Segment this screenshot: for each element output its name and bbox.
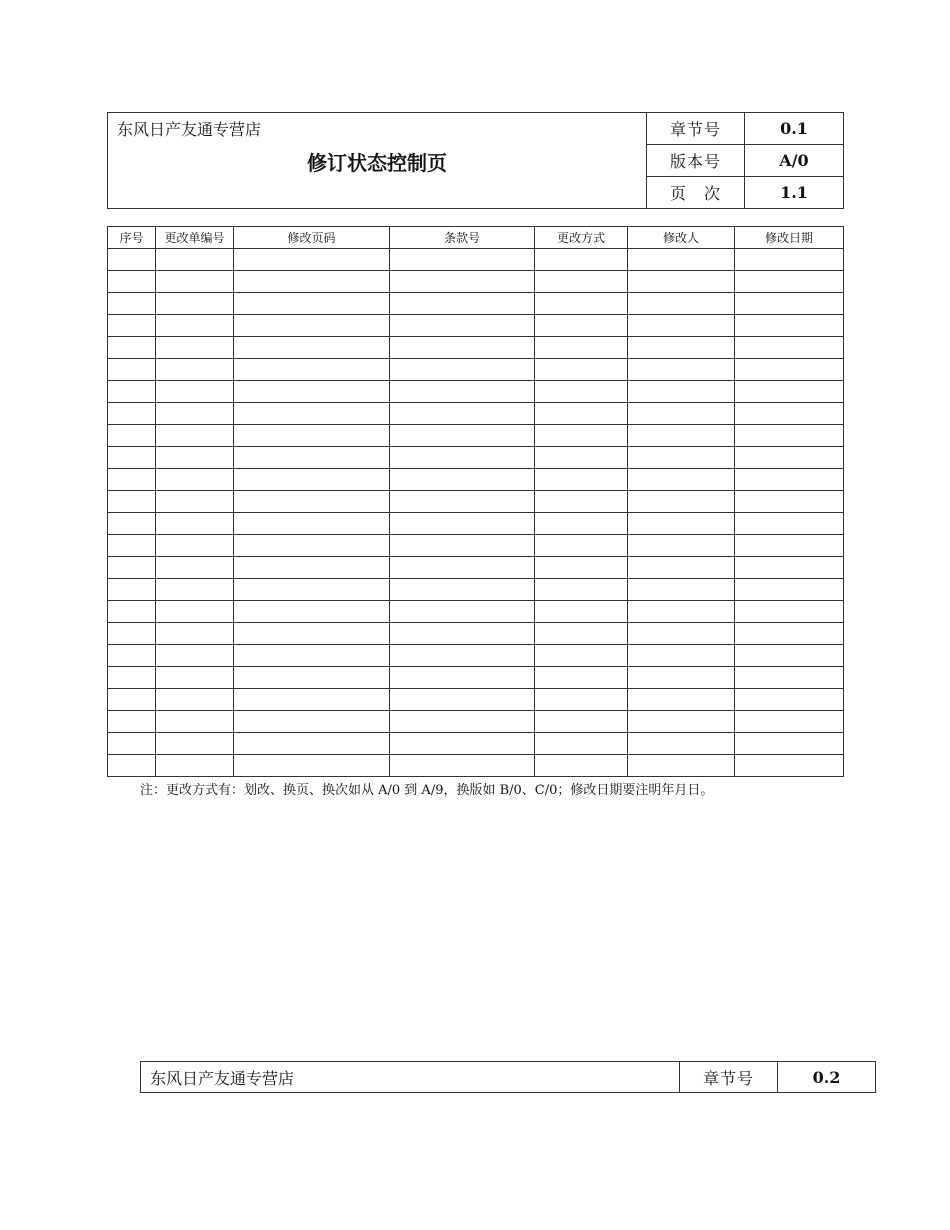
table-cell <box>156 403 234 425</box>
table-cell <box>535 359 628 381</box>
table-cell <box>390 667 535 689</box>
table-cell <box>156 667 234 689</box>
table-cell <box>156 733 234 755</box>
table-cell <box>156 689 234 711</box>
table-cell <box>234 667 390 689</box>
company-title-cell <box>108 113 647 209</box>
revision-table-body <box>108 249 844 777</box>
table-cell <box>234 293 390 315</box>
table-row <box>108 755 844 777</box>
table-cell <box>156 601 234 623</box>
table-cell <box>108 271 156 293</box>
table-cell <box>234 755 390 777</box>
table-cell <box>735 337 844 359</box>
table-cell <box>735 359 844 381</box>
company-name: 东风日产友通专营店 <box>117 120 262 139</box>
table-cell <box>234 381 390 403</box>
table-row <box>108 623 844 645</box>
table-cell <box>156 491 234 513</box>
column-header-change-method: 更改方式 <box>535 227 628 249</box>
table-cell <box>234 425 390 447</box>
table-cell <box>108 623 156 645</box>
table-cell <box>390 623 535 645</box>
version-label: 版本号 <box>647 145 745 177</box>
table-cell <box>234 469 390 491</box>
column-header-revised-page: 修改页码 <box>234 227 390 249</box>
table-cell <box>234 315 390 337</box>
table-cell <box>156 557 234 579</box>
table-cell <box>234 733 390 755</box>
chapter-label-2: 章节号 <box>680 1062 778 1093</box>
table-cell <box>108 689 156 711</box>
table-header-row <box>108 227 844 249</box>
table-cell <box>108 601 156 623</box>
column-header-serial: 序号 <box>108 227 156 249</box>
table-cell <box>108 249 156 271</box>
table-row <box>108 601 844 623</box>
page-title: 修订状态控制页 <box>307 151 447 175</box>
next-page-header <box>140 1061 876 1093</box>
table-row <box>108 425 844 447</box>
table-cell <box>108 381 156 403</box>
table-cell <box>735 447 844 469</box>
table-cell <box>735 733 844 755</box>
table-cell <box>628 623 735 645</box>
table-cell <box>108 733 156 755</box>
table-cell <box>628 271 735 293</box>
version-value: A/0 <box>745 145 844 177</box>
table-cell <box>108 359 156 381</box>
table-row <box>108 535 844 557</box>
table-cell <box>108 755 156 777</box>
table-cell <box>628 425 735 447</box>
table-cell <box>735 711 844 733</box>
column-header-revision-date: 修改日期 <box>735 227 844 249</box>
table-cell <box>628 513 735 535</box>
table-cell <box>234 403 390 425</box>
table-cell <box>156 579 234 601</box>
table-row <box>108 733 844 755</box>
table-cell <box>628 403 735 425</box>
footnote: 注：更改方式有：划改、换页、换次如从 A/0 到 A/9，换版如 B/0、C/0；修改日期要注明年月日。 <box>140 783 714 798</box>
table-cell <box>234 623 390 645</box>
table-cell <box>390 337 535 359</box>
table-cell <box>535 689 628 711</box>
table-cell <box>390 271 535 293</box>
table-cell <box>628 711 735 733</box>
table-cell <box>628 469 735 491</box>
table-row <box>108 711 844 733</box>
column-header-clause-no: 条款号 <box>390 227 535 249</box>
table-cell <box>156 645 234 667</box>
table-row <box>108 513 844 535</box>
table-cell <box>390 513 535 535</box>
table-cell <box>535 601 628 623</box>
table-cell <box>628 579 735 601</box>
table-cell <box>535 711 628 733</box>
table-cell <box>390 469 535 491</box>
table-cell <box>390 557 535 579</box>
table-cell <box>390 711 535 733</box>
table-cell <box>735 689 844 711</box>
table-cell <box>390 315 535 337</box>
table-cell <box>390 645 535 667</box>
table-cell <box>628 315 735 337</box>
table-cell <box>535 315 628 337</box>
table-cell <box>390 359 535 381</box>
table-cell <box>108 513 156 535</box>
table-cell <box>535 337 628 359</box>
table-cell <box>535 447 628 469</box>
table-cell <box>535 579 628 601</box>
page-number-value: 1.1 <box>745 177 844 209</box>
table-cell <box>156 711 234 733</box>
table-cell <box>628 447 735 469</box>
table-cell <box>628 249 735 271</box>
table-cell <box>108 469 156 491</box>
table-cell <box>108 667 156 689</box>
table-cell <box>156 359 234 381</box>
table-cell <box>156 623 234 645</box>
table-cell <box>108 557 156 579</box>
table-cell <box>234 359 390 381</box>
table-cell <box>535 403 628 425</box>
table-row <box>108 689 844 711</box>
table-row <box>108 381 844 403</box>
table-cell <box>390 293 535 315</box>
table-cell <box>234 447 390 469</box>
table-cell <box>535 381 628 403</box>
table-row <box>108 579 844 601</box>
table-cell <box>234 601 390 623</box>
table-cell <box>735 403 844 425</box>
table-cell <box>108 491 156 513</box>
table-cell <box>735 249 844 271</box>
table-cell <box>108 447 156 469</box>
chapter-value-2: 0.2 <box>778 1062 876 1093</box>
table-cell <box>628 557 735 579</box>
column-header-reviser: 修改人 <box>628 227 735 249</box>
table-cell <box>535 271 628 293</box>
table-cell <box>156 469 234 491</box>
table-cell <box>735 645 844 667</box>
table-cell <box>234 271 390 293</box>
table-cell <box>535 425 628 447</box>
table-cell <box>535 535 628 557</box>
table-cell <box>628 359 735 381</box>
table-cell <box>628 381 735 403</box>
table-cell <box>535 293 628 315</box>
table-cell <box>535 249 628 271</box>
table-cell <box>108 711 156 733</box>
table-row <box>108 557 844 579</box>
table-cell <box>535 667 628 689</box>
table-cell <box>735 381 844 403</box>
table-cell <box>234 491 390 513</box>
table-cell <box>234 513 390 535</box>
table-cell <box>735 667 844 689</box>
table-cell <box>390 381 535 403</box>
table-cell <box>156 425 234 447</box>
table-cell <box>735 623 844 645</box>
table-cell <box>390 447 535 469</box>
table-cell <box>156 293 234 315</box>
column-header-change-order-no: 更改单编号 <box>156 227 234 249</box>
chapter-value: 0.1 <box>745 113 844 145</box>
table-cell <box>156 381 234 403</box>
revision-table <box>107 226 844 777</box>
table-cell <box>234 535 390 557</box>
table-cell <box>735 425 844 447</box>
table-cell <box>390 403 535 425</box>
table-cell <box>735 271 844 293</box>
table-cell <box>234 249 390 271</box>
table-cell <box>390 425 535 447</box>
table-cell <box>735 557 844 579</box>
table-cell <box>234 557 390 579</box>
table-cell <box>156 249 234 271</box>
table-cell <box>535 623 628 645</box>
table-cell <box>628 733 735 755</box>
table-cell <box>735 491 844 513</box>
table-row <box>108 645 844 667</box>
table-cell <box>628 755 735 777</box>
table-cell <box>156 535 234 557</box>
table-cell <box>628 491 735 513</box>
company-name-2: 东风日产友通专营店 <box>141 1062 680 1093</box>
table-cell <box>535 755 628 777</box>
table-cell <box>390 249 535 271</box>
table-cell <box>390 535 535 557</box>
table-row <box>108 491 844 513</box>
page-number-label: 页 次 <box>647 177 745 209</box>
table-cell <box>108 645 156 667</box>
table-cell <box>390 579 535 601</box>
table-cell <box>535 557 628 579</box>
table-cell <box>735 579 844 601</box>
table-cell <box>156 315 234 337</box>
table-cell <box>628 293 735 315</box>
table-cell <box>390 755 535 777</box>
table-row <box>108 447 844 469</box>
table-cell <box>234 337 390 359</box>
table-row <box>108 403 844 425</box>
table-cell <box>390 733 535 755</box>
table-cell <box>156 513 234 535</box>
table-cell <box>108 293 156 315</box>
table-row <box>108 337 844 359</box>
table-row <box>108 249 844 271</box>
table-cell <box>628 645 735 667</box>
table-cell <box>390 491 535 513</box>
table-row <box>108 293 844 315</box>
document-header <box>107 112 844 209</box>
table-cell <box>108 535 156 557</box>
table-cell <box>156 447 234 469</box>
table-cell <box>108 337 156 359</box>
table-row <box>108 271 844 293</box>
table-cell <box>628 601 735 623</box>
table-cell <box>390 689 535 711</box>
table-cell <box>108 403 156 425</box>
table-cell <box>535 513 628 535</box>
table-cell <box>108 425 156 447</box>
table-cell <box>735 755 844 777</box>
table-cell <box>156 337 234 359</box>
table-cell <box>735 601 844 623</box>
table-row <box>108 359 844 381</box>
table-cell <box>735 315 844 337</box>
table-cell <box>535 733 628 755</box>
table-cell <box>535 469 628 491</box>
table-cell <box>234 711 390 733</box>
table-cell <box>234 645 390 667</box>
table-cell <box>735 469 844 491</box>
table-cell <box>156 271 234 293</box>
table-cell <box>156 755 234 777</box>
table-cell <box>735 513 844 535</box>
table-cell <box>628 667 735 689</box>
table-cell <box>628 337 735 359</box>
table-cell <box>108 579 156 601</box>
table-cell <box>234 689 390 711</box>
table-cell <box>390 601 535 623</box>
table-row <box>108 667 844 689</box>
table-cell <box>735 293 844 315</box>
table-row <box>108 469 844 491</box>
table-cell <box>735 535 844 557</box>
table-cell <box>628 535 735 557</box>
table-cell <box>234 579 390 601</box>
table-row <box>108 315 844 337</box>
table-cell <box>535 645 628 667</box>
chapter-label: 章节号 <box>647 113 745 145</box>
table-cell <box>108 315 156 337</box>
table-cell <box>628 689 735 711</box>
table-cell <box>535 491 628 513</box>
